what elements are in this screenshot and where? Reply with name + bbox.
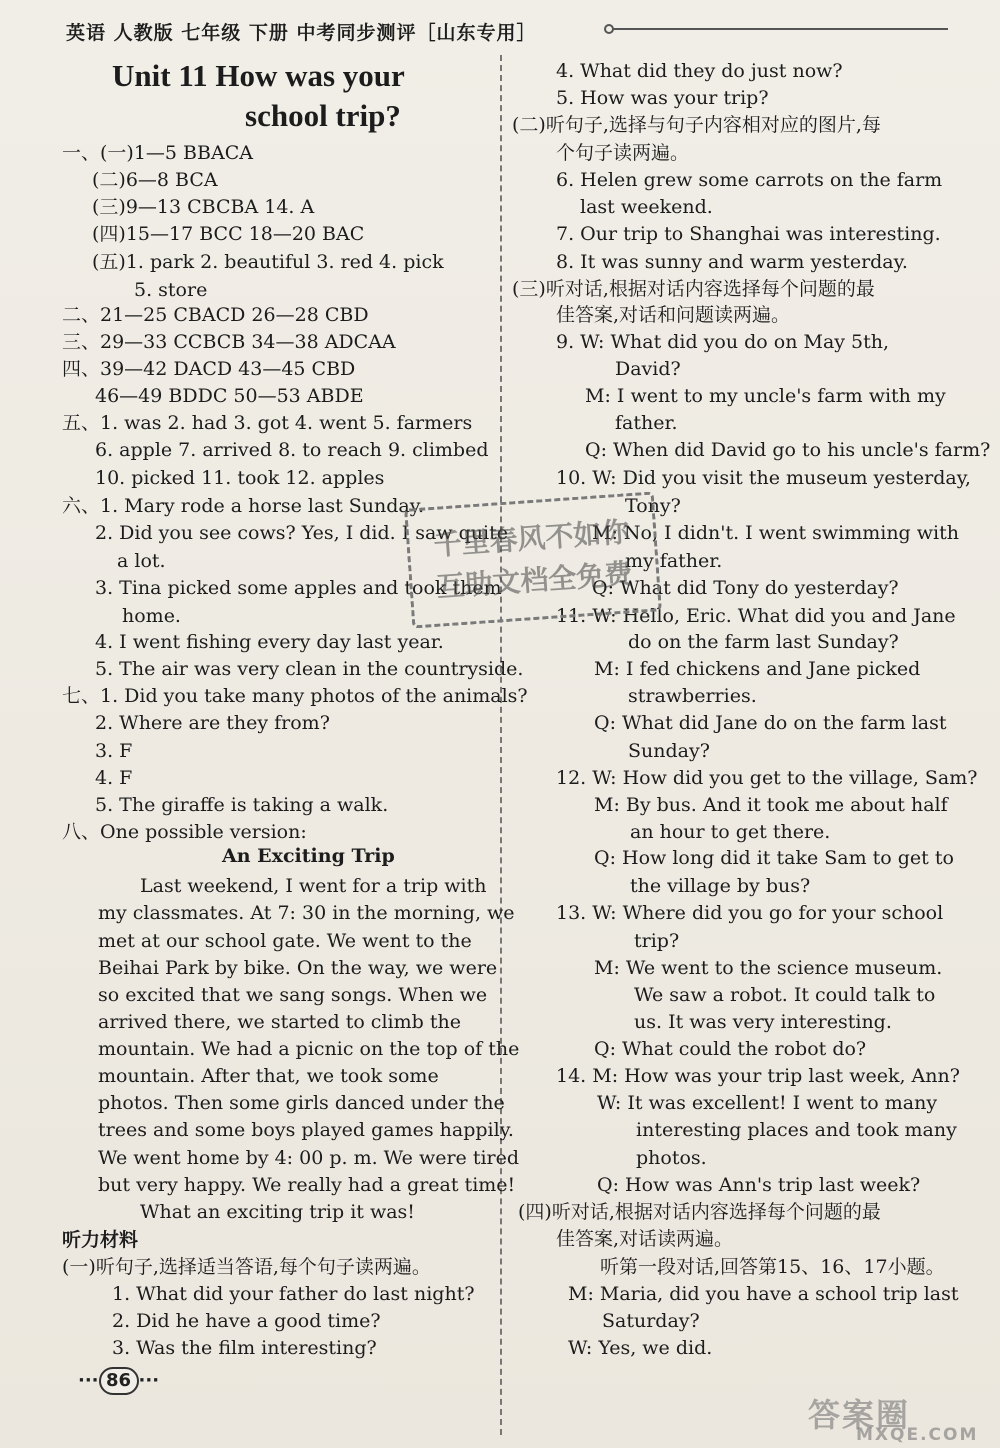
watermark-url: MXQE.COM [856, 1425, 979, 1445]
listening-line: (一)听句子,选择适当答语,每个句子读两遍。 [62, 1256, 431, 1278]
listening-line: M: I went to my uncle's farm with my [585, 385, 946, 407]
answer-line: (四)15—17 BCC 18—20 BAC [92, 223, 365, 245]
listening-line: M: No, I didn't. I went swimming with [592, 522, 959, 544]
listening-line: 5. How was your trip? [556, 87, 769, 109]
page-number-dots-left: ··· [78, 1370, 99, 1391]
answer-line: 2. Where are they from? [95, 712, 330, 734]
stamp-overlay [404, 491, 662, 628]
answer-line: 八、One possible version: [62, 821, 307, 843]
listening-line: 2. Did he have a good time? [112, 1310, 381, 1332]
listening-line: W: Yes, we did. [568, 1337, 713, 1359]
listening-line: 10. W: Did you visit the museum yesterday, [556, 467, 971, 489]
essay-title: An Exciting Trip [222, 845, 395, 867]
answer-line: 3. Tina picked some apples and took them [95, 577, 502, 599]
essay-line: mountain. After that, we took some [98, 1065, 439, 1087]
listening-line: David? [615, 358, 681, 380]
listening-line: 7. Our trip to Shanghai was interesting. [556, 223, 941, 245]
listening-line: 4. What did they do just now? [556, 60, 843, 82]
essay-line: mountain. We had a picnic on the top of the [98, 1038, 520, 1060]
essay-line: but very happy. We really had a great time! [98, 1174, 516, 1196]
listening-line: us. It was very interesting. [634, 1011, 892, 1033]
answer-line: 5. store [134, 279, 208, 301]
watermark-logo: 答案圈 [808, 1396, 911, 1434]
answer-line: 5. The air was very clean in the countryside. [95, 658, 524, 680]
listening-line: Q: How was Ann's trip last week? [597, 1174, 921, 1196]
answer-line: (三)9—13 CBCBA 14. A [92, 196, 315, 218]
essay-line: arrived there, we started to climb the [98, 1011, 461, 1033]
listening-line: We saw a robot. It could talk to [634, 984, 936, 1006]
listening-line: 佳答案,对话读两遍。 [556, 1228, 734, 1250]
answer-line: 二、21—25 CBACD 26—28 CBD [62, 304, 369, 326]
listening-line: 6. Helen grew some carrots on the farm [556, 169, 943, 191]
answer-line: 4. F [95, 767, 133, 789]
unit-title-line2: school trip? [245, 98, 401, 133]
listening-line: 8. It was sunny and warm yesterday. [556, 251, 908, 273]
answer-line: (二)6—8 BCA [92, 169, 218, 191]
essay-line: What an exciting trip it was! [140, 1201, 415, 1223]
listening-line: Q: What could the robot do? [594, 1038, 867, 1060]
page-number-dots-right: ··· [138, 1370, 160, 1391]
listening-line: (二)听句子,选择与句子内容相对应的图片,每 [512, 114, 881, 136]
header-rule [612, 28, 948, 30]
listening-line: trip? [634, 930, 680, 952]
listening-line: (三)听对话,根据对话内容选择每个问题的最 [512, 278, 875, 300]
column-divider [500, 55, 502, 1435]
listening-heading: 听力材料 [62, 1229, 139, 1251]
essay-line: We went home by 4: 00 p. m. We were tired [98, 1147, 520, 1169]
listening-line: Q: When did David go to his uncle's farm? [585, 439, 991, 461]
listening-line: photos. [636, 1147, 707, 1169]
listening-line: last weekend. [580, 196, 713, 218]
listening-line: strawberries. [628, 685, 757, 707]
essay-line: Beihai Park by bike. On the way, we were [98, 957, 498, 979]
listening-line: Tony? [625, 495, 681, 517]
essay-line: met at our school gate. We went to the [98, 930, 472, 952]
listening-line: 听第一段对话,回答第15、16、17小题。 [600, 1256, 945, 1278]
listening-line: do on the farm last Sunday? [628, 631, 899, 653]
listening-line: Sunday? [628, 740, 710, 762]
listening-line: Q: How long did it take Sam to get to [594, 847, 954, 869]
answer-line: 四、39—42 DACD 43—45 CBD [62, 358, 356, 380]
listening-line: 11. W: Hello, Eric. What did you and Jane [556, 605, 956, 627]
answer-line: 2. Did you see cows? Yes, I did. I saw quite [95, 522, 508, 544]
essay-line: my classmates. At 7: 30 in the morning, we [98, 902, 515, 924]
listening-line: 14. M: How was your trip last week, Ann? [556, 1065, 960, 1087]
listening-line: 1. What did your father do last night? [112, 1283, 475, 1305]
listening-line: 3. Was the film interesting? [112, 1337, 377, 1359]
answer-line: 3. F [95, 740, 133, 762]
listening-line: interesting places and took many [636, 1119, 957, 1141]
listening-line: father. [615, 412, 678, 434]
page-number-value: 86 [99, 1367, 139, 1395]
answer-line: 10. picked 11. took 12. apples [95, 467, 385, 489]
answer-line: (五)1. park 2. beautiful 3. red 4. pick [92, 251, 444, 273]
listening-line: 13. W: Where did you go for your school [556, 902, 944, 924]
listening-line: 佳答案,对话和问题读两遍。 [556, 304, 791, 326]
essay-line: trees and some boys played games happily. [98, 1119, 514, 1141]
stamp-line2: 互助文档全免费 [435, 557, 634, 604]
unit-title-line1: Unit 11 How was your [112, 58, 405, 93]
listening-line: the village by bus? [630, 875, 811, 897]
answer-line: 4. I went fishing every day last year. [95, 631, 444, 653]
listening-line: M: Maria, did you have a school trip last [568, 1283, 959, 1305]
answer-line: 5. The giraffe is taking a walk. [95, 794, 389, 816]
listening-line: M: By bus. And it took me about half [594, 794, 948, 816]
listening-line: Q: What did Jane do on the farm last [594, 712, 947, 734]
essay-line: so excited that we sang songs. When we [98, 984, 488, 1006]
answer-line: 46—49 BDDC 50—53 ABDE [95, 385, 364, 407]
answer-line: a lot. [117, 550, 166, 572]
listening-line: 12. W: How did you get to the village, Sam? [556, 767, 978, 789]
answer-line: 七、1. Did you take many photos of the animals? [62, 685, 528, 707]
listening-line: my father. [625, 550, 723, 572]
listening-line: W: It was excellent! I went to many [597, 1092, 938, 1114]
listening-line: M: I fed chickens and Jane picked [594, 658, 921, 680]
essay-line: photos. Then some girls danced under the [98, 1092, 505, 1114]
listening-line: M: We went to the science museum. [594, 957, 943, 979]
listening-line: Saturday? [602, 1310, 700, 1332]
listening-line: an hour to get there. [630, 821, 831, 843]
answer-line: home. [122, 605, 181, 627]
essay-line: Last weekend, I went for a trip with [140, 875, 487, 897]
answer-line: 三、29—33 CCBCB 34—38 ADCAA [62, 331, 396, 353]
listening-line: 9. W: What did you do on May 5th, [556, 331, 890, 353]
answer-line: 一、(一)1—5 BBACA [62, 142, 253, 164]
page-number [78, 1367, 159, 1395]
listening-line: (四)听对话,根据对话内容选择每个问题的最 [518, 1201, 881, 1223]
listening-line: 个句子读两遍。 [556, 142, 690, 164]
answer-line: 六、1. Mary rode a horse last Sunday. [62, 495, 424, 517]
listening-line: Q: What did Tony do yesterday? [592, 577, 899, 599]
stamp-line1: 千里春风不如你 [432, 515, 631, 562]
running-header: 英语 人教版 七年级 下册 中考同步测评［山东专用］ [66, 22, 537, 44]
answer-line: 五、1. was 2. had 3. got 4. went 5. farmers [62, 412, 473, 434]
answer-line: 6. apple 7. arrived 8. to reach 9. climbed [95, 439, 489, 461]
